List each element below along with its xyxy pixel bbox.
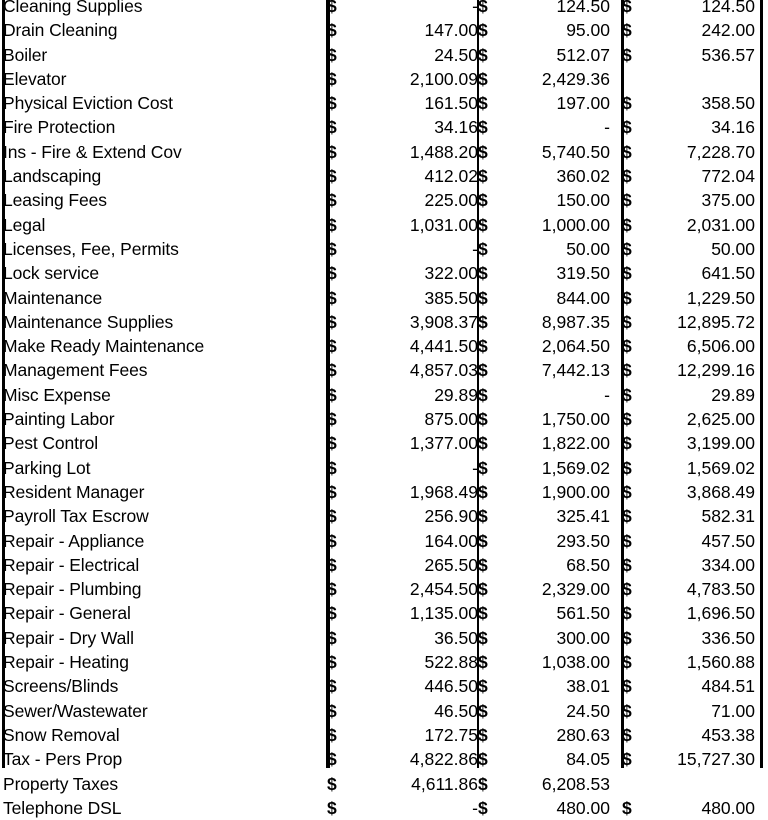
amount1-cell[interactable]: 1,377.00 [409,433,478,454]
amount1-cell[interactable]: 2,454.50 [409,579,478,600]
currency-symbol-col2[interactable]: $ [478,481,488,502]
amount2-cell[interactable]: - [604,117,610,138]
table-row[interactable] [3,723,763,747]
table-row[interactable] [3,796,763,820]
table-row[interactable] [3,407,763,431]
account-label-cell[interactable]: Screens/Blinds [3,676,119,697]
table-row[interactable] [3,747,763,771]
account-label-cell[interactable]: Repair - Appliance [3,530,145,551]
currency-symbol-col1[interactable]: $ [327,652,337,673]
total-cell[interactable]: 1,560.88 [686,652,755,673]
account-label-cell[interactable]: Repair - Electrical [3,554,140,575]
currency-symbol-col3[interactable]: $ [622,530,632,551]
currency-symbol-col3[interactable]: $ [622,384,632,405]
amount2-cell[interactable]: 293.50 [556,530,610,551]
currency-symbol-col1[interactable]: $ [327,20,337,41]
account-label-cell[interactable]: Misc Expense [3,384,111,405]
amount1-cell[interactable]: 522.88 [424,652,478,673]
ledger-rows [3,0,763,820]
amount1-cell[interactable]: 446.50 [424,676,478,697]
currency-symbol-col2[interactable]: $ [478,627,488,648]
currency-symbol-col3[interactable]: $ [622,166,632,187]
amount2-cell[interactable]: 1,750.00 [541,409,610,430]
table-row[interactable] [3,699,763,723]
amount1-cell[interactable]: 4,441.50 [409,336,478,357]
total-cell[interactable] [646,67,763,91]
account-label-cell[interactable]: Cleaning Supplies [3,0,143,16]
currency-symbol-col1[interactable]: $ [327,579,337,600]
table-row[interactable] [3,213,763,237]
amount1-cell[interactable]: - [472,0,478,16]
currency-symbol-col3[interactable]: $ [622,554,632,575]
amount2-cell[interactable]: 7,442.13 [541,360,610,381]
amount1-cell[interactable]: 161.50 [424,93,478,114]
currency-symbol-col3[interactable]: $ [622,141,632,162]
currency-symbol-col1[interactable]: $ [327,117,337,138]
amount2-cell[interactable]: 124.50 [556,0,610,16]
total-cell[interactable]: 50.00 [711,238,755,259]
currency-symbol-col1[interactable]: $ [327,554,337,575]
table-row[interactable] [3,553,763,577]
table-row[interactable] [3,91,763,115]
currency-symbol-col2[interactable]: $ [478,652,488,673]
currency-symbol-col3[interactable]: $ [622,676,632,697]
currency-symbol-col1[interactable]: $ [327,700,337,721]
account-label-cell[interactable]: Legal [3,214,46,235]
account-label-cell[interactable]: Make Ready Maintenance [3,336,205,357]
table-row[interactable] [3,43,763,67]
table-row[interactable] [3,188,763,212]
total-cell[interactable]: 1,229.50 [686,287,755,308]
total-cell[interactable]: 15,727.30 [677,749,755,770]
account-label-cell[interactable]: Pest Control [3,433,99,454]
account-label-cell[interactable]: Licenses, Fee, Permits [3,238,179,259]
currency-symbol-col1[interactable]: $ [327,214,337,235]
amount2-cell[interactable]: 844.00 [556,287,610,308]
total-cell[interactable]: 336.50 [701,627,755,648]
table-row[interactable] [3,383,763,407]
currency-symbol-col1[interactable]: $ [327,409,337,430]
amount1-cell[interactable]: 172.75 [424,724,478,745]
table-row[interactable] [3,115,763,139]
amount2-cell[interactable]: 197.00 [556,93,610,114]
account-label-cell[interactable]: Boiler [3,44,48,65]
account-label-cell[interactable]: Sewer/Wastewater [3,700,148,721]
table-row[interactable] [3,67,763,91]
total-cell[interactable]: 453.38 [701,724,755,745]
currency-symbol-col2[interactable]: $ [478,287,488,308]
total-cell[interactable]: 124.50 [701,0,755,16]
table-row[interactable] [3,650,763,674]
amount1-cell[interactable]: 1,968.49 [409,481,478,502]
currency-symbol-col3[interactable]: $ [622,93,632,114]
amount1-cell[interactable]: 1,031.00 [409,214,478,235]
total-cell[interactable]: 334.00 [701,554,755,575]
currency-symbol-col1[interactable]: $ [327,457,337,478]
table-row[interactable] [3,577,763,601]
currency-symbol-col2[interactable]: $ [478,506,488,527]
amount2-cell[interactable]: 300.00 [556,627,610,648]
amount1-cell[interactable]: 256.90 [424,506,478,527]
amount2-cell[interactable]: 561.50 [556,603,610,624]
currency-symbol-col2[interactable]: $ [478,0,488,16]
amount1-cell[interactable]: 46.50 [434,700,478,721]
amount2-cell[interactable]: 24.50 [566,700,610,721]
currency-symbol-col2[interactable]: $ [478,409,488,430]
account-label-cell[interactable]: Painting Labor [3,409,115,430]
account-label-cell[interactable]: Landscaping [3,166,102,187]
total-cell[interactable]: 1,696.50 [686,603,755,624]
amount1-cell[interactable]: 34.16 [434,117,478,138]
currency-symbol-col3[interactable]: $ [622,579,632,600]
currency-symbol-col2[interactable]: $ [478,166,488,187]
account-label-cell[interactable]: Tax - Pers Prop [3,749,123,770]
account-label-cell[interactable]: Fire Protection [3,117,116,138]
account-label-cell[interactable]: Leasing Fees [3,190,107,211]
table-row[interactable] [3,164,763,188]
table-row[interactable] [3,310,763,334]
currency-symbol-col1[interactable]: $ [327,360,337,381]
total-cell[interactable]: 484.51 [701,676,755,697]
amount1-cell[interactable]: 2,100.09 [409,68,478,89]
table-row[interactable] [3,431,763,455]
account-label-cell[interactable]: Physical Eviction Cost [3,93,173,114]
currency-symbol-col1[interactable]: $ [327,238,337,259]
currency-symbol-col3[interactable]: $ [622,20,632,41]
amount1-cell[interactable]: 225.00 [424,190,478,211]
total-cell[interactable] [646,772,763,796]
amount1-cell[interactable]: 412.02 [424,166,478,187]
account-label-cell[interactable]: Maintenance Supplies [3,311,174,332]
currency-symbol-col2[interactable]: $ [478,238,488,259]
currency-symbol-col2[interactable]: $ [478,93,488,114]
amount2-cell[interactable]: 360.02 [556,166,610,187]
currency-symbol-col1[interactable]: $ [327,433,337,454]
total-cell[interactable]: 2,625.00 [686,409,755,430]
currency-symbol-col3[interactable] [622,772,646,796]
amount1-cell[interactable]: 1,135.00 [409,603,478,624]
total-cell[interactable]: 4,783.50 [686,579,755,600]
total-cell[interactable]: 2,031.00 [686,214,755,235]
amount2-cell[interactable]: 325.41 [556,506,610,527]
currency-symbol-col3[interactable]: $ [622,238,632,259]
amount1-cell[interactable]: - [472,457,478,478]
amount1-cell[interactable]: 4,611.86 [411,773,478,794]
total-cell[interactable]: 358.50 [701,93,755,114]
table-row[interactable] [3,261,763,285]
currency-symbol-col1[interactable]: $ [327,336,337,357]
currency-symbol-col3[interactable]: $ [622,506,632,527]
currency-symbol-col1[interactable]: $ [327,506,337,527]
currency-symbol-col3[interactable]: $ [622,190,632,211]
currency-symbol-col3[interactable]: $ [622,360,632,381]
currency-symbol-col3[interactable]: $ [622,263,632,284]
currency-symbol-col3[interactable]: $ [622,700,632,721]
currency-symbol-col2[interactable]: $ [478,749,488,770]
table-row[interactable] [3,529,763,553]
total-cell[interactable]: 12,299.16 [677,360,755,381]
account-label-cell[interactable]: Repair - Dry Wall [3,627,134,648]
expense-ledger-table [3,0,763,820]
currency-symbol-col3[interactable]: $ [622,749,632,770]
amount2-cell[interactable]: 150.00 [556,190,610,211]
amount1-cell[interactable]: 36.50 [434,627,478,648]
account-label-cell[interactable]: Repair - Heating [3,652,129,673]
currency-symbol-col3[interactable]: $ [622,724,632,745]
amount1-cell[interactable]: 29.89 [434,384,478,405]
amount2-cell[interactable]: 2,429.36 [541,68,610,89]
currency-symbol-col1[interactable]: $ [327,93,337,114]
amount1-cell[interactable]: 4,822.86 [409,749,478,770]
amount2-cell[interactable]: - [604,384,610,405]
amount1-cell[interactable]: 4,857.03 [409,360,478,381]
amount2-cell[interactable]: 95.00 [566,20,610,41]
total-cell[interactable]: 480.00 [701,797,755,818]
amount2-cell[interactable]: 1,569.02 [541,457,610,478]
amount1-cell[interactable]: 164.00 [424,530,478,551]
currency-symbol-col2[interactable]: $ [478,336,488,357]
currency-symbol-col3[interactable]: $ [622,117,632,138]
account-label-cell[interactable]: Payroll Tax Escrow [3,506,149,527]
amount1-cell[interactable]: 385.50 [424,287,478,308]
account-label-cell[interactable]: Parking Lot [3,457,91,478]
amount1-cell[interactable]: 24.50 [434,44,478,65]
amount2-cell[interactable]: 1,822.00 [541,433,610,454]
currency-symbol-col2[interactable]: $ [478,117,488,138]
amount2-cell[interactable]: 2,329.00 [541,579,610,600]
currency-symbol-col2[interactable]: $ [478,44,488,65]
currency-symbol-col1[interactable]: $ [327,263,337,284]
total-cell[interactable]: 242.00 [701,20,755,41]
currency-symbol-col2[interactable]: $ [478,311,488,332]
amount2-cell[interactable]: 68.50 [566,554,610,575]
table-row[interactable] [3,286,763,310]
total-cell[interactable]: 536.57 [701,44,755,65]
currency-symbol-col1[interactable]: $ [327,676,337,697]
amount2-cell[interactable]: 2,064.50 [541,336,610,357]
currency-symbol-col1[interactable]: $ [327,530,337,551]
currency-symbol-col2[interactable]: $ [478,141,488,162]
amount1-cell[interactable]: 3,908.37 [409,311,478,332]
currency-symbol-col1[interactable]: $ [327,141,337,162]
total-cell[interactable]: 3,868.49 [686,481,755,502]
amount2-cell[interactable]: 84.05 [566,749,610,770]
amount1-cell[interactable]: - [472,797,478,818]
currency-symbol-col3[interactable]: $ [622,457,632,478]
account-label-cell[interactable]: Repair - General [3,603,131,624]
account-label-cell[interactable]: Property Taxes [3,773,118,794]
account-label-cell[interactable]: Maintenance [3,287,103,308]
amount2-cell[interactable]: 8,987.35 [541,311,610,332]
table-row[interactable] [3,0,763,18]
amount1-cell[interactable]: 875.00 [424,409,478,430]
table-row[interactable] [3,334,763,358]
currency-symbol-col2[interactable]: $ [478,384,488,405]
account-label-cell[interactable]: Resident Manager [3,481,145,502]
currency-symbol-col2[interactable]: $ [478,457,488,478]
currency-symbol-col3[interactable]: $ [622,603,632,624]
currency-symbol-col2[interactable]: $ [478,360,488,381]
table-row[interactable] [3,626,763,650]
currency-symbol-col3[interactable]: $ [622,481,632,502]
currency-symbol-col1[interactable]: $ [327,627,337,648]
table-row[interactable] [3,456,763,480]
total-cell[interactable]: 34.16 [711,117,755,138]
currency-symbol-col3[interactable]: $ [622,214,632,235]
total-cell[interactable]: 71.00 [711,700,755,721]
currency-symbol-col1[interactable]: $ [327,749,337,770]
total-cell[interactable]: 3,199.00 [686,433,755,454]
total-cell[interactable]: 29.89 [711,384,755,405]
amount2-cell[interactable]: 5,740.50 [541,141,610,162]
total-cell[interactable]: 375.00 [701,190,755,211]
total-cell[interactable]: 12,895.72 [677,311,755,332]
total-cell[interactable]: 6,506.00 [686,336,755,357]
amount2-cell[interactable]: 480.00 [556,797,610,818]
amount2-cell[interactable]: 280.63 [556,724,610,745]
total-cell[interactable]: 641.50 [701,263,755,284]
account-label-cell[interactable]: Repair - Plumbing [3,579,142,600]
currency-symbol-col2[interactable]: $ [478,773,488,794]
total-cell[interactable]: 7,228.70 [686,141,755,162]
total-cell[interactable]: 457.50 [701,530,755,551]
amount1-cell[interactable]: 322.00 [424,263,478,284]
currency-symbol-col2[interactable]: $ [478,433,488,454]
currency-symbol-col2[interactable]: $ [478,190,488,211]
currency-symbol-col1[interactable]: $ [327,603,337,624]
account-label-cell[interactable]: Elevator [3,68,67,89]
currency-symbol-col1[interactable]: $ [327,384,337,405]
amount2-cell[interactable]: 1,000.00 [541,214,610,235]
amount1-cell[interactable]: 1,488.20 [409,141,478,162]
currency-symbol-col1[interactable]: $ [327,166,337,187]
currency-symbol-col2[interactable]: $ [478,603,488,624]
currency-symbol-col3[interactable]: $ [622,627,632,648]
currency-symbol-col3[interactable]: $ [622,409,632,430]
currency-symbol-col3[interactable]: $ [622,311,632,332]
currency-symbol-col2[interactable]: $ [478,20,488,41]
currency-symbol-col2[interactable]: $ [478,554,488,575]
account-label-cell[interactable]: Telephone DSL [3,797,122,818]
total-cell[interactable]: 772.04 [701,166,755,187]
currency-symbol-col2[interactable]: $ [478,724,488,745]
amount2-cell[interactable]: 1,900.00 [541,481,610,502]
currency-symbol-col2[interactable]: $ [478,530,488,551]
currency-symbol-col2[interactable]: $ [478,700,488,721]
currency-symbol-col3[interactable]: $ [622,797,632,818]
account-label-cell[interactable]: Drain Cleaning [3,20,118,41]
amount2-cell[interactable]: 50.00 [566,238,610,259]
currency-symbol-col2[interactable]: $ [478,579,488,600]
table-row[interactable] [3,504,763,528]
currency-symbol-col3[interactable]: $ [622,0,632,16]
currency-symbol-col2[interactable]: $ [478,214,488,235]
total-cell[interactable]: 582.31 [701,506,755,527]
amount2-cell[interactable]: 6,208.53 [541,773,610,794]
amount2-cell[interactable]: 38.01 [566,676,610,697]
table-row[interactable] [3,18,763,42]
amount1-cell[interactable]: 147.00 [424,20,478,41]
amount2-cell[interactable]: 319.50 [556,263,610,284]
currency-symbol-col1[interactable]: $ [327,773,337,794]
currency-symbol-col1[interactable]: $ [327,68,337,89]
currency-symbol-col2[interactable]: $ [478,797,488,818]
currency-symbol-col2[interactable]: $ [478,68,488,89]
currency-symbol-col1[interactable]: $ [327,481,337,502]
table-row[interactable] [3,140,763,164]
currency-symbol-col3[interactable]: $ [622,652,632,673]
currency-symbol-col3[interactable]: $ [622,287,632,308]
currency-symbol-col1[interactable]: $ [327,0,337,16]
currency-symbol-col3[interactable]: $ [622,433,632,454]
currency-symbol-col2[interactable]: $ [478,676,488,697]
table-row[interactable] [3,358,763,382]
table-row[interactable] [3,237,763,261]
account-label-cell[interactable]: Snow Removal [3,724,120,745]
currency-symbol-col3[interactable] [622,67,646,91]
table-row[interactable] [3,772,763,796]
table-row[interactable] [3,480,763,504]
amount1-cell[interactable]: - [472,238,478,259]
account-label-cell[interactable]: Lock service [3,263,100,284]
currency-symbol-col3[interactable]: $ [622,44,632,65]
amount2-cell[interactable]: 1,038.00 [541,652,610,673]
account-label-cell[interactable]: Ins - Fire & Extend Cov [3,141,182,162]
table-row[interactable] [3,601,763,625]
total-cell[interactable]: 1,569.02 [686,457,755,478]
amount1-cell[interactable]: 265.50 [424,554,478,575]
currency-symbol-col1[interactable]: $ [327,724,337,745]
currency-symbol-col1[interactable]: $ [327,311,337,332]
currency-symbol-col1[interactable]: $ [327,797,337,818]
table-row[interactable] [3,674,763,698]
currency-symbol-col1[interactable]: $ [327,44,337,65]
currency-symbol-col3[interactable]: $ [622,336,632,357]
amount2-cell[interactable]: 512.07 [556,44,610,65]
currency-symbol-col1[interactable]: $ [327,190,337,211]
currency-symbol-col2[interactable]: $ [478,263,488,284]
account-label-cell[interactable]: Management Fees [3,360,148,381]
currency-symbol-col1[interactable]: $ [327,287,337,308]
